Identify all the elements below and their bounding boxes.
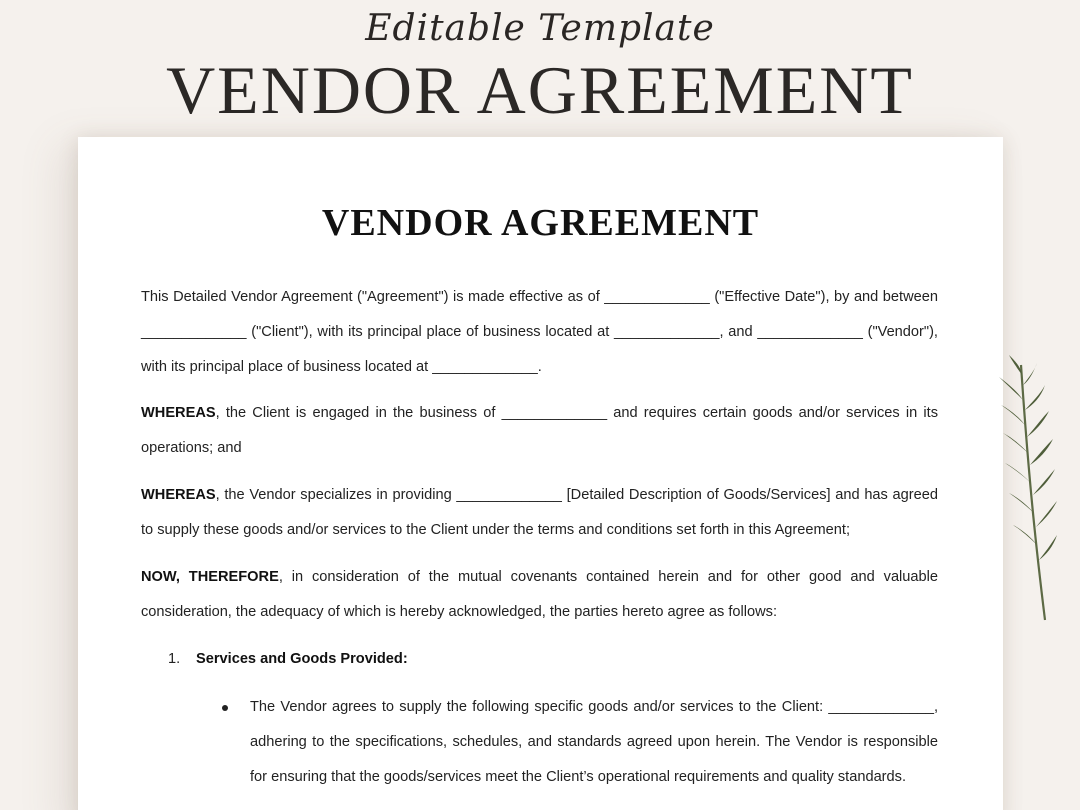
whereas-paragraph-1 xyxy=(141,396,938,466)
document-page xyxy=(78,137,1003,810)
section-number: 1. xyxy=(168,651,181,667)
bullet-dot-icon xyxy=(222,705,228,711)
intro-paragraph: This Detailed Vendor Agreement ("Agreement") is made effective as of _____________ ("Effective Date"), by and between _____________ ("Client"), with its principal place of business located at _____________, and _____________ ("Vendor"), with its principal place of business located at _____________. xyxy=(141,289,938,375)
section-title: Services and Goods Provided: xyxy=(196,651,408,667)
whereas-text-1: , the Client is engaged in the business of _____________ and requires certain goods and/or services in its operations; and xyxy=(141,405,938,456)
banner-script-text: Editable Template xyxy=(365,8,715,49)
whereas-text-2: , the Vendor specializes in providing _____________ [Detailed Description of Goods/Services] and has agreed to supply these goods and/or services to the Client under the terms and conditions set forth in this Agreement; xyxy=(141,487,938,538)
therefore-text: , in consideration of the mutual covenants contained herein and for other good and valuable consideration, the adequacy of which is hereby acknowledged, the parties hereto agree as follows: xyxy=(141,569,939,620)
rosemary-sprig-icon xyxy=(985,355,1065,625)
bullet-text: The Vendor agrees to supply the following specific goods and/or services to the Client: _____________, adhering to the specifications, schedules, and standards agreed upon herein. The Vendor is responsible for ensuring that the goods/services meet the Client’s operational requirements and quality standards. xyxy=(250,699,938,785)
banner-title: VENDOR AGREEMENT xyxy=(166,52,914,128)
whereas-lead-2: WHEREAS xyxy=(141,487,216,503)
document-title: VENDOR AGREEMENT xyxy=(321,202,760,244)
whereas-paragraph-2 xyxy=(141,478,938,548)
therefore-paragraph xyxy=(141,560,938,630)
listing-banner xyxy=(0,0,1080,130)
section-heading-1 xyxy=(168,642,408,677)
therefore-lead: NOW, THEREFORE xyxy=(141,569,279,585)
whereas-lead-1: WHEREAS xyxy=(141,405,216,421)
